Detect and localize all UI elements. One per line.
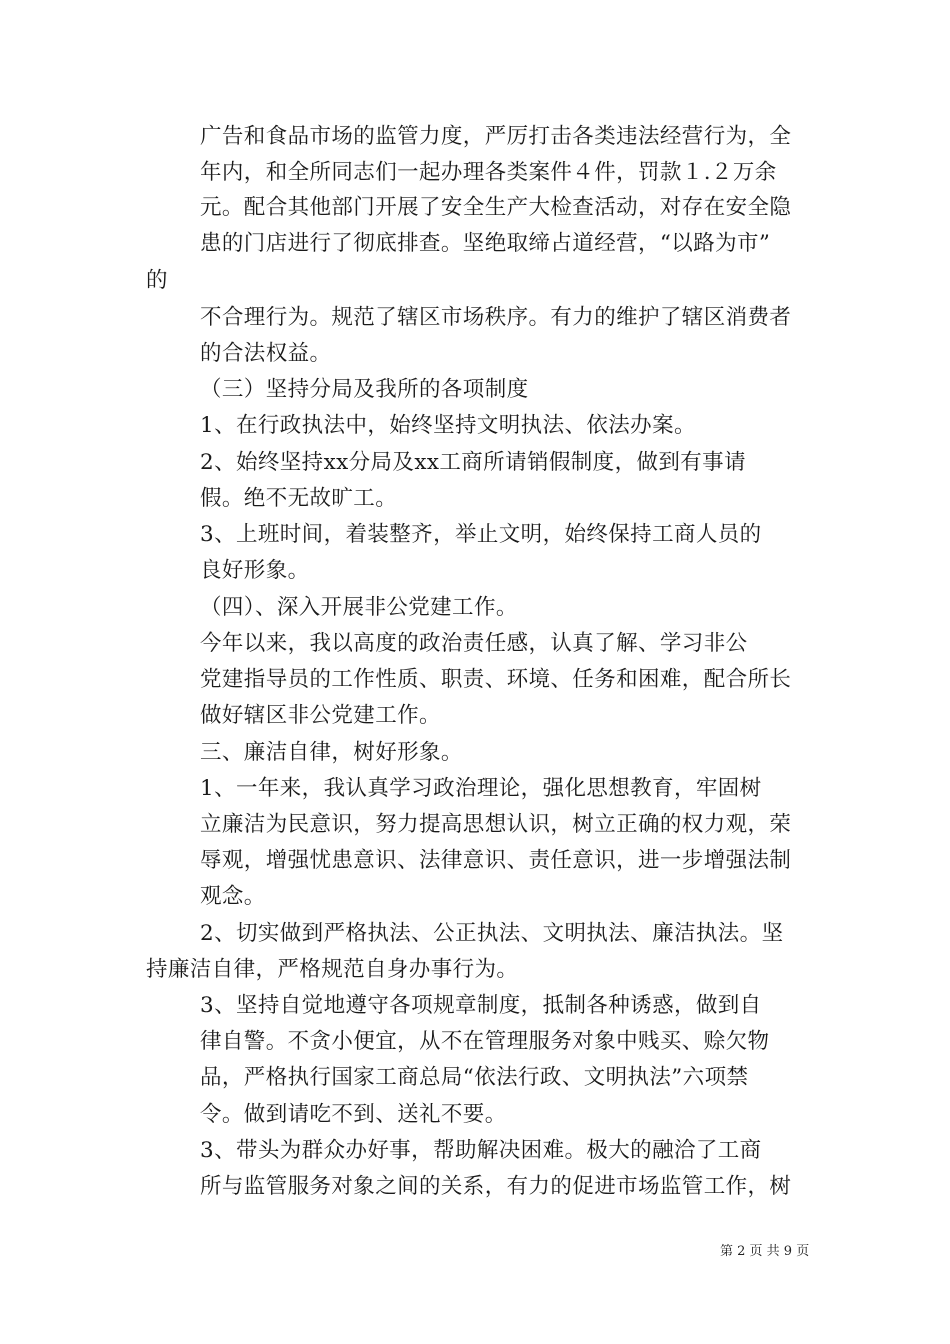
text-line: 患的门店进行了彻底排查。坚绝取缔占道经营，“以路为市” [200,231,771,256]
text-line: 党建指导员的工作性质、职责、环境、任务和困难，配合所长 [200,667,792,692]
text-line: 观念。 [200,884,266,909]
text-line: 持廉洁自律，严格规范自身办事行为。 [146,957,519,982]
text-line: 今年以来，我以高度的政治责任感，认真了解、学习非公 [200,631,748,656]
text-line: 所与监管服务对象之间的关系，有力的促进市场监管工作，树 [200,1174,792,1199]
text-line: 广告和食品市场的监管力度，严厉打击各类违法经营行为，全 [200,124,792,149]
text-line: 1、一年来，我认真学习政治理论，强化思想教育，牢固树 [200,776,762,801]
text-line: 2、始终坚持xx分局及xx工商所请销假制度，做到有事请 [200,450,746,475]
text-line: 做好辖区非公党建工作。 [200,703,441,728]
text-line: 3、带头为群众办好事，帮助解决困难。极大的融洽了工商 [200,1138,762,1163]
text-line: 立廉洁为民意识，努力提高思想认识，树立正确的权力观，荣 [200,812,792,837]
text-line: 3、上班时间，着装整齐，举止文明，始终保持工商人员的 [200,522,762,547]
text-line: 假。绝不无故旷工。 [200,486,398,511]
section-heading: 三、廉洁自律，树好形象。 [200,740,463,765]
text-line: 辱观，增强忧患意识、法律意识、责任意识，进一步增强法制 [200,848,792,873]
page-number: 第 2 页 共 9 页 [720,1244,810,1259]
text-line: 1、在行政执法中，始终坚持文明执法、依法办案。 [200,413,696,438]
text-line: 年内，和全所同志们一起办理各类案件４件，罚款１.２万余 [200,160,777,185]
text-line: 3、坚持自觉地遵守各项规章制度，抵制各种诱惑，做到自 [200,993,762,1018]
text-line: 的 [146,268,168,293]
text-line: 不合理行为。规范了辖区市场秩序。有力的维护了辖区消费者 [200,305,792,330]
text-line: 元。配合其他部门开展了安全生产大检查活动，对存在安全隐 [200,195,792,220]
section-heading: （四）、深入开展非公党建工作。 [200,595,518,620]
text-line: 律自警。不贪小便宜，从不在管理服务对象中贱买、赊欠物 [200,1029,770,1054]
text-line: 2、切实做到严格执法、公正执法、文明执法、廉洁执法。坚 [200,921,784,946]
text-line: 令。做到请吃不到、送礼不要。 [200,1102,507,1127]
text-line: 的合法权益。 [200,341,332,366]
text-line: 品，严格执行国家工商总局“依法行政、文明执法”六项禁 [200,1065,749,1090]
section-heading: （三）坚持分局及我所的各项制度 [200,377,529,402]
text-line: 良好形象。 [200,558,310,583]
